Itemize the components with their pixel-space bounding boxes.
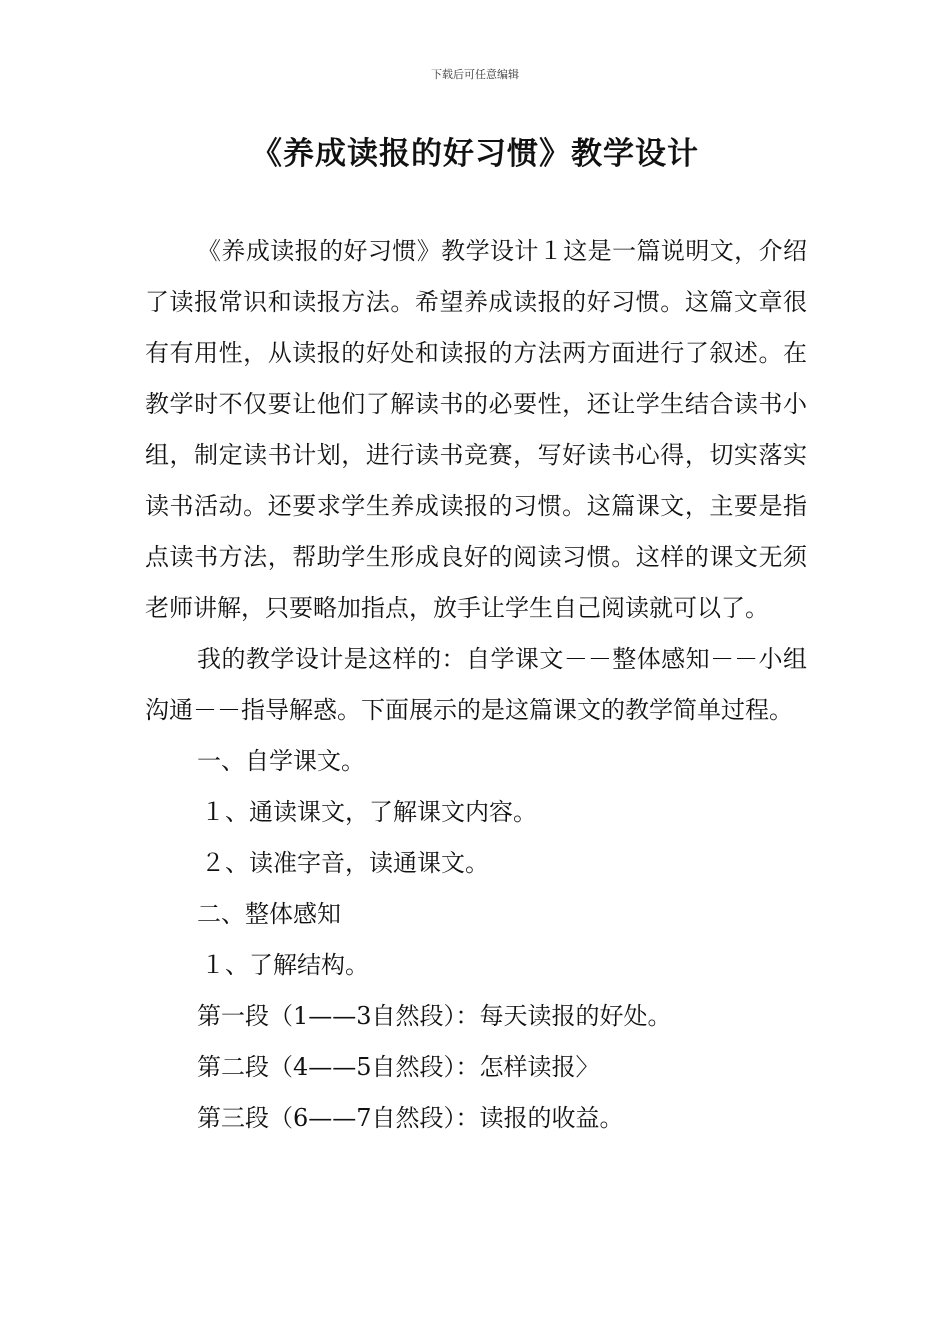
document-body	[145, 226, 807, 1144]
outline-section: 第一段（1——3自然段）：每天读报的好处。	[197, 1002, 672, 1030]
outline-item: ２、读准字音，读通课文。	[201, 849, 489, 877]
document-title: 《养成读报的好习惯》教学设计	[251, 136, 699, 172]
outline-heading-1: 一、自学课文。	[197, 747, 365, 775]
outline-heading-2: 二、整体感知	[197, 900, 341, 928]
outline-item: １、通读课文，了解课文内容。	[201, 798, 537, 826]
paragraph-intro: 《养成读报的好习惯》教学设计１这是一篇说明文，介绍了读报常识和读报方法。希望养成读报的好习惯。这篇文章很有有用性，从读报的好处和读报的方法两方面进行了叙述。在教学时不仅要让他们了解读书的必要性，还让学生结合读书小组，制定读书计划，进行读书竞赛，写好读书心得，切实落实读书活动。还要求学生养成读报的习惯。这篇课文，主要是指点读书方法，帮助学生形成良好的阅读习惯。这样的课文无须老师讲解，只要略加指点，放手让学生自己阅读就可以了。	[145, 237, 807, 622]
outline-item: １、了解结构。	[201, 951, 369, 979]
header-note: 下载后可任意编辑	[431, 68, 519, 81]
outline-section: 第三段（6——7自然段）：读报的收益。	[197, 1104, 624, 1132]
paragraph-design: 我的教学设计是这样的：自学课文－－整体感知－－小组沟通－－指导解惑。下面展示的是这篇课文的教学简单过程。	[145, 645, 807, 724]
outline-section: 第二段（4——5自然段）：怎样读报〉	[197, 1053, 600, 1081]
